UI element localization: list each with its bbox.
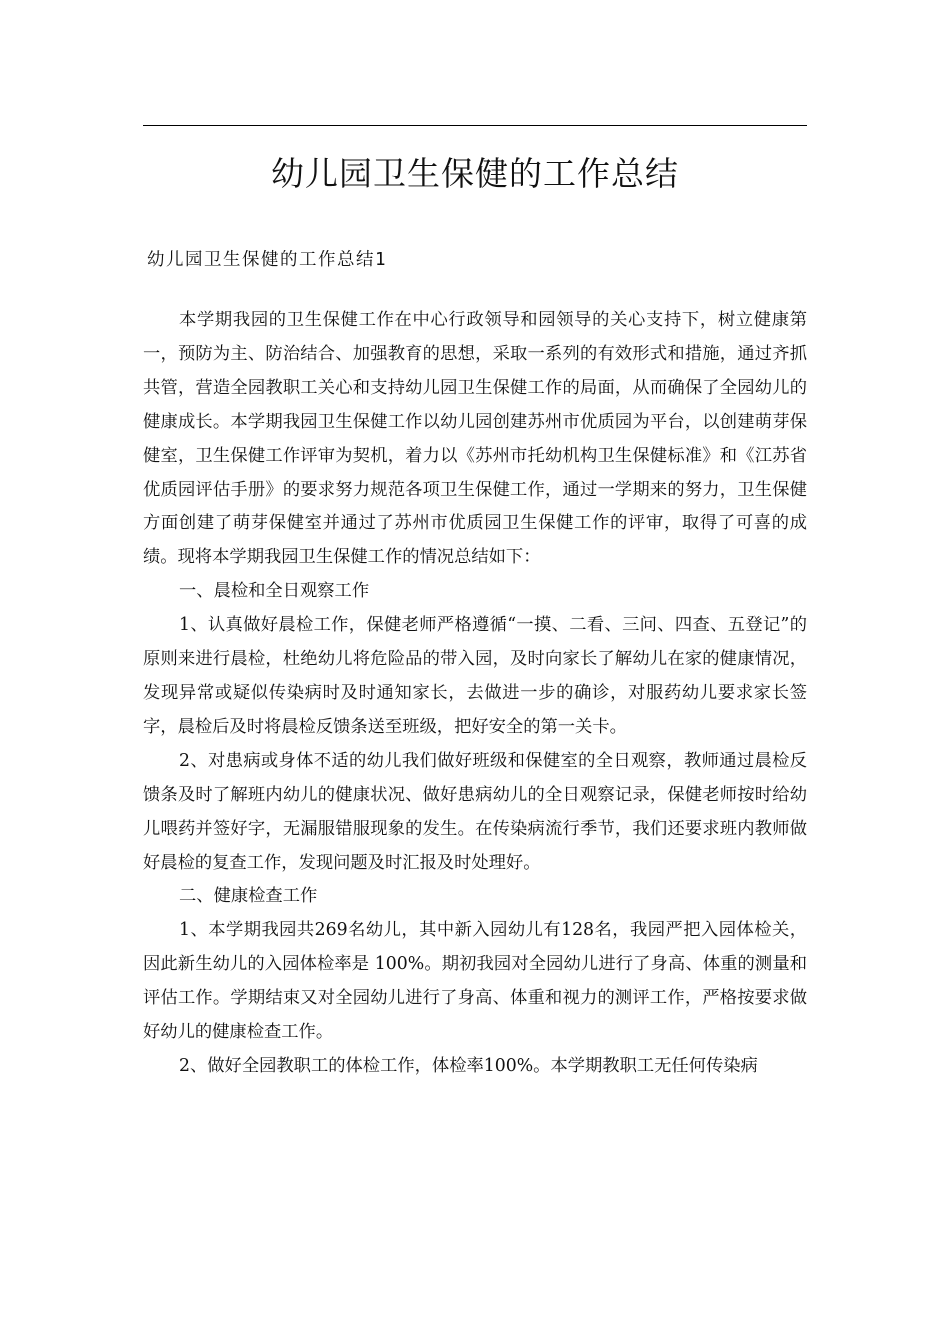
document-body [143, 304, 807, 1084]
subheading-morning-check: 一、晨检和全日观察工作 [179, 581, 370, 602]
header-rule [143, 125, 807, 126]
paragraph-health-exam-1: 1、本学期我园共269名幼儿，其中新入园幼儿有128名，我园严把入园体检关，因此新生幼儿的入园体检率是 100%。期初我园对全园幼儿进行了身高、体重的测量和评估工作。学期结束又对全园幼儿进行了身高、体重和视力的测评工作，严格按要求做好幼儿的健康检查工作。 [143, 920, 807, 1043]
paragraph-intro: 本学期我园的卫生保健工作在中心行政领导和园领导的关心支持下，树立健康第一，预防为主、防治结合、加强教育的思想，采取一系列的有效形式和措施，通过齐抓共管，营造全园教职工关心和支持幼儿园卫生保健工作的局面，从而确保了全园幼儿的健康成长。本学期我园卫生保健工作以幼儿园创建苏州市优质园为平台，以创建萌芽保健室，卫生保健工作评审为契机，着力以《苏州市托幼机构卫生保健标准》和《江苏省优质园评估手册》的要求努力规范各项卫生保健工作，通过一学期来的努力，卫生保健方面创建了萌芽保健室并通过了苏州市优质园卫生保健工作的评审，取得了可喜的成绩。现将本学期我园卫生保健工作的情况总结如下： [143, 310, 807, 568]
paragraph-morning-check-1: 1、认真做好晨检工作，保健老师严格遵循“一摸、二看、三问、四查、五登记”的原则来进行晨检，杜绝幼儿将危险品的带入园，及时向家长了解幼儿在家的健康情况，发现异常或疑似传染病时及时通知家长，去做进一步的确诊，对服药幼儿要求家长签字，晨检后及时将晨检反馈条送至班级，把好安全的第一关卡。 [143, 615, 807, 737]
document-title: 幼儿园卫生保健的工作总结 [271, 154, 679, 193]
section-heading: 幼儿园卫生保健的工作总结1 [147, 250, 388, 270]
paragraph-health-exam-2: 2、做好全园教职工的体检工作，体检率100%。本学期教职工无任何传染病 [179, 1055, 758, 1076]
subheading-health-exam: 二、健康检查工作 [179, 886, 318, 907]
paragraph-morning-check-2: 2、对患病或身体不适的幼儿我们做好班级和保健室的全日观察，教师通过晨检反馈条及时了解班内幼儿的健康状况、做好患病幼儿的全日观察记录，保健老师按时给幼儿喂药并签好字，无漏服错服现象的发生。在传染病流行季节，我们还要求班内教师做好晨检的复查工作，发现问题及时汇报及时处理好。 [143, 750, 807, 873]
